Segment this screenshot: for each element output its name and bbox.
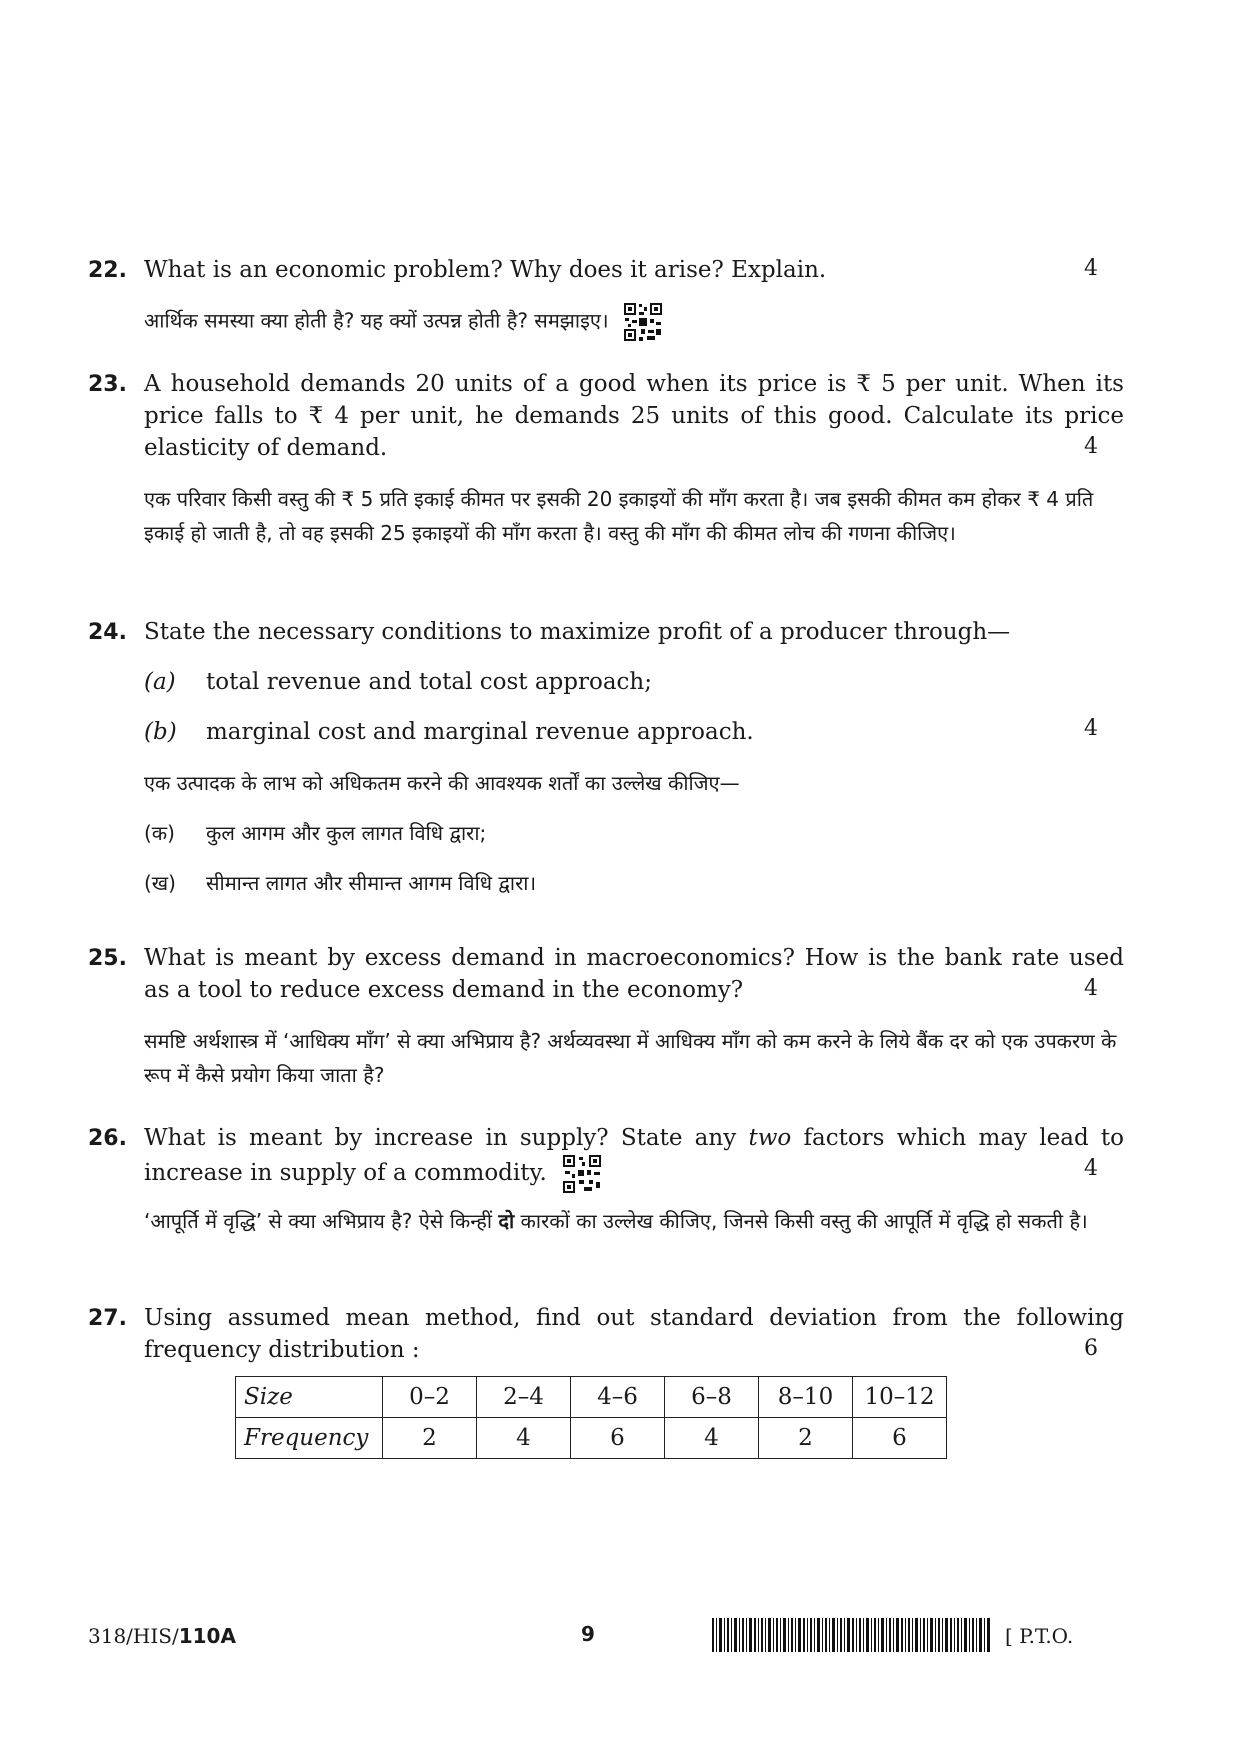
table-cell: 4 bbox=[477, 1418, 571, 1459]
sub-label: (ख) bbox=[144, 871, 176, 895]
paper-code bbox=[88, 1624, 236, 1648]
question-text-hi bbox=[144, 302, 663, 342]
table-cell: 2–4 bbox=[477, 1377, 571, 1418]
sub-label: (a) bbox=[144, 669, 176, 695]
table-cell: 2 bbox=[383, 1418, 477, 1459]
question-number: 24. bbox=[88, 620, 127, 645]
qr-code-icon bbox=[623, 302, 663, 342]
question-text-en: Using assumed mean method, find out standard deviation from the following frequency distribution : bbox=[144, 1305, 1124, 1363]
table-cell: 8–10 bbox=[759, 1377, 853, 1418]
question-text-en: What is an economic problem? Why does it arise? Explain. bbox=[144, 257, 827, 283]
paper-code-plain: 318/HIS/ bbox=[88, 1624, 179, 1648]
text-emphasis: two bbox=[748, 1125, 792, 1151]
question-text-hi: एक परिवार किसी वस्तु की ₹ 5 प्रति इकाई कीमत पर इसकी 20 इकाइयों की माँग करता है। जब इसकी कीमत कम होकर ₹ 4 प्रति इकाई हो जाती है, तो वह इसकी 25 इकाइयों की माँग करता है। वस्तु की माँग की कीमत लोच की गणना कीजिए। bbox=[144, 487, 1094, 545]
paper-code-bold: 110A bbox=[178, 1624, 236, 1648]
sub-question-kha bbox=[144, 866, 536, 900]
table-cell: 0–2 bbox=[383, 1377, 477, 1418]
question-text-en bbox=[144, 1122, 1124, 1194]
table-row-frequency bbox=[236, 1418, 947, 1459]
table-cell: 2 bbox=[759, 1418, 853, 1459]
question-text-hi-span: आर्थिक समस्या क्या होती है? यह क्यों उत्पन्न होती है? समझाइए। bbox=[144, 308, 609, 333]
marks: 4 bbox=[1084, 256, 1098, 281]
text-part: factors which may lead to increase in supply of a commodity. bbox=[144, 1125, 1125, 1186]
table-cell: 4 bbox=[665, 1418, 759, 1459]
table-cell: 6 bbox=[853, 1418, 947, 1459]
marks: 4 bbox=[1084, 716, 1098, 741]
question-text-hi: समष्टि अर्थशास्त्र में ‘आधिक्य माँग’ से क्या अभिप्राय है? अर्थव्यवस्था में आधिक्य माँग को कम करने के लिये बैंक दर को एक उपकरण के रूप में कैसे प्रयोग किया जाता है? bbox=[144, 1029, 1117, 1087]
table-row-header: Size bbox=[236, 1377, 383, 1418]
qr-code-icon bbox=[562, 1154, 602, 1194]
marks: 4 bbox=[1084, 434, 1098, 459]
text-part: कारकों का उल्लेख कीजिए, जिनसे किसी वस्तु की आपूर्ति में वृद्धि हो सकती है। bbox=[520, 1209, 1088, 1233]
pto-label: [ P.T.O. bbox=[1005, 1624, 1074, 1648]
question-text-en: A household demands 20 units of a good when its price is ₹ 5 per unit. When its price falls to ₹ 4 per unit, he demands 25 units of this good. Calculate its price elasticity of demand. bbox=[144, 371, 1124, 461]
question-number: 26. bbox=[88, 1126, 127, 1151]
sub-text: marginal cost and marginal revenue approach. bbox=[206, 719, 754, 745]
sub-label: (क) bbox=[144, 821, 175, 845]
question-text-hi bbox=[144, 1204, 1124, 1238]
text-part: ‘आपूर्ति में वृद्धि’ से क्या अभिप्राय है? ऐसे किन्हीं bbox=[144, 1209, 493, 1233]
frequency-table bbox=[235, 1376, 947, 1459]
sub-text: कुल आगम और कुल लागत विधि द्वारा; bbox=[206, 821, 487, 845]
question-number: 25. bbox=[88, 946, 127, 971]
question-number: 27. bbox=[88, 1306, 127, 1331]
table-cell: 10–12 bbox=[853, 1377, 947, 1418]
sub-question-a bbox=[144, 666, 652, 698]
sub-question-b bbox=[144, 716, 754, 748]
marks: 4 bbox=[1084, 976, 1098, 1001]
question-text-hi: एक उत्पादक के लाभ को अधिकतम करने की आवश्यक शर्तों का उल्लेख कीजिए— bbox=[144, 771, 740, 795]
sub-label: (b) bbox=[144, 719, 177, 745]
marks: 6 bbox=[1084, 1336, 1098, 1361]
table-cell: 4–6 bbox=[571, 1377, 665, 1418]
sub-question-ka bbox=[144, 816, 486, 850]
table-cell: 6–8 bbox=[665, 1377, 759, 1418]
table-cell: 6 bbox=[571, 1418, 665, 1459]
text-bold: दो bbox=[498, 1209, 515, 1233]
text-part: What is meant by increase in supply? State any bbox=[144, 1125, 737, 1151]
question-text-en: What is meant by excess demand in macroeconomics? How is the bank rate used as a tool to reduce excess demand in the economy? bbox=[144, 945, 1124, 1003]
question-number: 22. bbox=[88, 258, 127, 283]
barcode-icon bbox=[712, 1618, 990, 1652]
sub-text: total revenue and total cost approach; bbox=[206, 669, 652, 695]
sub-text: सीमान्त लागत और सीमान्त आगम विधि द्वारा। bbox=[206, 871, 537, 895]
table-row-size bbox=[236, 1377, 947, 1418]
question-text-en: State the necessary conditions to maximize profit of a producer through— bbox=[144, 619, 1011, 645]
marks: 4 bbox=[1084, 1156, 1098, 1181]
page-number: 9 bbox=[581, 1622, 595, 1646]
question-number: 23. bbox=[88, 372, 127, 397]
table-row-header: Frequency bbox=[236, 1418, 383, 1459]
